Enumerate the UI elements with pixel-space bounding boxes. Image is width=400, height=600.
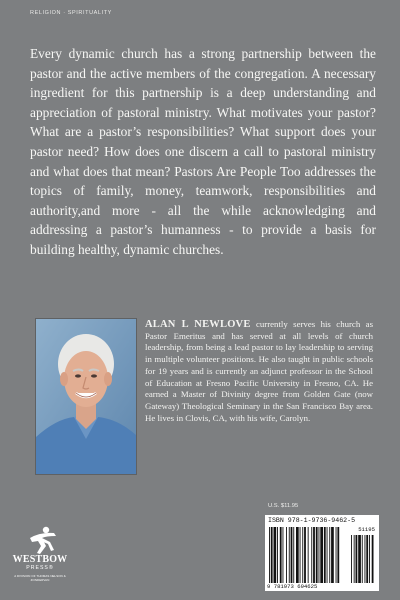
author-photo [35, 318, 137, 475]
barcode-bar [320, 527, 323, 583]
isbn-number: ISBN 978-1-9736-9462-5 [268, 517, 356, 524]
barcode-bar [277, 527, 278, 583]
barcode-bar [296, 527, 299, 583]
barcode-bar [269, 527, 270, 583]
barcode-bar [302, 527, 303, 583]
book-description: Every dynamic church has a strong partnership between the pastor and the active members of the congregation. A necessary ingredient for this partnership is a deep understanding and appreciation of pastoral ministry. What motivates your pastor? What are a pastor’s responsibilities? What support does your pastor need? How does one discern a call to pastoral ministry and what does that mean? Pastors Are People Too addresses the topics of family, money, teamwork, responsibilities and authority,and more - all the while acknowledging and addressing a pastor’s humanness - to provide a basis for building healthy, dynamic churches. [30, 46, 376, 257]
barcode-addon-bar [354, 535, 355, 583]
barcode-digits: 9 781973 694625 [267, 583, 318, 590]
barcode-bar [308, 527, 309, 583]
barcode-bar [280, 527, 282, 583]
barcode-bar [274, 527, 277, 583]
barcode-bar [336, 527, 337, 583]
barcode-bar [291, 527, 293, 583]
barcode-bars [265, 515, 379, 591]
isbn-barcode [265, 515, 379, 591]
barcode-bar [311, 527, 312, 583]
barcode-bar [304, 527, 306, 583]
author-bio [145, 319, 373, 424]
barcode-bar [271, 527, 273, 583]
barcode-addon-bar [372, 535, 374, 583]
barcode-bar [331, 527, 334, 583]
barcode-bar [319, 527, 320, 583]
barcode-addon-bar [356, 535, 358, 583]
barcode-addon-bar [365, 535, 366, 583]
barcode-bar [324, 527, 326, 583]
barcode-addon-bar [366, 535, 368, 583]
barcode-bar [286, 527, 287, 583]
barcode-bar [283, 527, 284, 583]
publisher-tagline: A DIVISION OF THOMAS NELSON & ZONDERVAN [14, 574, 66, 582]
barcode-bar [316, 527, 318, 583]
author-portrait-image [36, 319, 136, 474]
author-name: ALAN L NEWLOVE [145, 319, 251, 330]
barcode-bar [327, 527, 328, 583]
publisher-press: PRESS® [26, 565, 54, 571]
barcode-addon-bar [351, 535, 352, 583]
barcode-bar [329, 527, 330, 583]
publisher-name: WESTBOW [12, 554, 68, 565]
publisher-logo [10, 524, 70, 594]
barcode-bar [289, 527, 290, 583]
barcode-addon-number: 51195 [358, 526, 375, 533]
publisher-figure-icon [10, 524, 70, 556]
barcode-bar [313, 527, 315, 583]
barcode-bar [293, 527, 294, 583]
author-bio-text: currently serves his church as Pastor Emeritus and has served at all levels of church leadership, from being a lead pastor to lay leadership to serving in multiple volunteer positions. He also taught in public schools for 19 years and is currently an adjunct professor in the School of Education at Fresno Pacific University in Fresno, CA. He earned a Master of Divinity degree from Golden Gate (now Gateway) Theological Seminary in the San Francisco Bay area. He lives in Clovis, CA, with his wife, Carolyn. [145, 319, 373, 423]
barcode-addon-bar [369, 535, 370, 583]
price-label: U.S. $11.95 [268, 503, 299, 509]
barcode-addon-bar [362, 535, 363, 583]
barcode-bar [337, 527, 339, 583]
category-label: RELIGION · SPIRITUALITY [30, 10, 112, 16]
barcode-addon-bar [358, 535, 361, 583]
barcode-bar [300, 527, 301, 583]
